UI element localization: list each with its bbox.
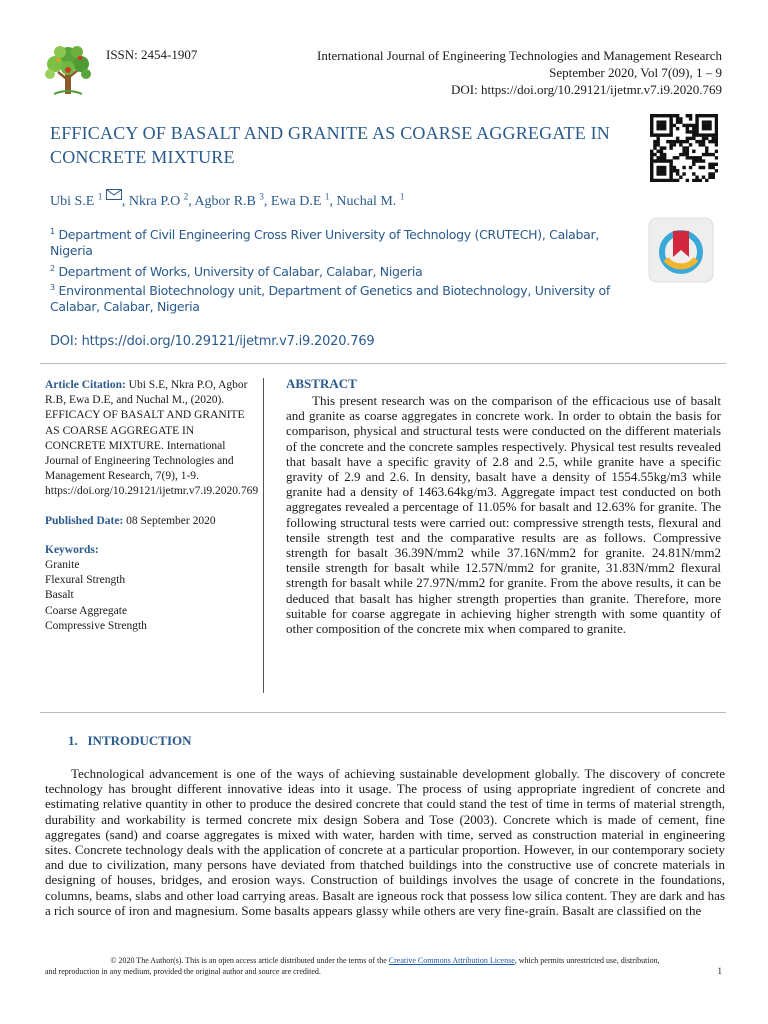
author-list: Ubi S.E $^1$ , Nkra P.O $^2$, Agbor R.B $^3$, Ewa D.E $^1$, Nuchal M. $^1$ (50, 189, 404, 210)
license-suffix: , which permits unrestricted use, distribution, (514, 956, 660, 965)
article-info-column (45, 378, 259, 634)
article-citation (45, 378, 259, 500)
keyword: Flexural Strength (45, 574, 126, 587)
journal-doi[interactable]: DOI: https://doi.org/10.29121/ijetmr.v7.i9.2020.769 (451, 82, 722, 97)
keyword: Coarse Aggregate (45, 604, 128, 617)
divider (40, 363, 726, 364)
doi-link[interactable]: DOI: https://doi.org/10.29121/ijetmr.v7.i9.2020.769 (50, 334, 375, 349)
introduction-body: Technological advancement is one of the ways of achieving sustainable development globally. The discovery of concrete technology has brought different innovative ideas into it usage. The process of using appropriate ingredient of concrete and estimating relative quantity in other to produce the desired concrete that could stand the test of time in terms of material strength, durability and workability is termed concrete mix design Sobera and Tose (2003). Concrete which is made of cement, fine aggregates (sand) and coarse aggregates is mixed with water, harden with time, served as construction material in engineering sites. Concrete technology deals with the application of concrete at a particular proportion. However, in our contemporary society and due to civilization, many persons have deviated from thatched buildings into the constructive use of concrete materials in designing of houses, bridges, and erosion ways. Construction of buildings involves the usage of concrete in the foundations, columns, beams, slabs and other load carrying areas. Basalt are igneous rock that possess low silica content. They are dark and has a rich source of iron and magnesium. Some basalts appears glassy while others are very fine-grain. Basalt are classified on the (45, 766, 725, 918)
keyword: Basalt (45, 589, 74, 602)
email-icon[interactable] (106, 189, 122, 200)
published-text: 08 September 2020 (126, 514, 216, 527)
license-footer (45, 955, 725, 977)
author-sup: 1 (97, 191, 103, 202)
affiliation-1: $^1$ Department of Civil Engineering Cross River University of Technology (CRUTECH), Calabar, Nigeria (50, 227, 600, 259)
author-name[interactable]: Nuchal M. (336, 194, 397, 209)
author-name[interactable]: Agbor R.B (194, 194, 256, 209)
affiliation-3: $^3$ Environmental Biotechnology unit, Department of Genetics and Biotechnology, University of Calabar, Calabar, Nigeria (50, 283, 610, 315)
author-sup: 1 (324, 191, 330, 202)
author-name[interactable]: Nkra P.O (128, 194, 181, 209)
paper-title-line2: CONCRETE MIXTURE (50, 147, 235, 167)
abstract-body: This present research was on the comparison of the efficacious use of basalt and granite as coarse aggregates in concrete work. In order to obtain the basis for comparison, physical and structural tests were conducted on the different materials of the concrete and the concrete samples respectively. Physical test results revealed that basalt have a specific gravity of 2.8 and 2.5, while granite have a specific gravity of 2.9 and 2.6. In density, basalt have a density of 1554.55kg/m3 while granite had a density of 1463.64kg/m3. Aggregate impact test conducted on both aggregates revealed a percentage of 11.05% for basalt and 12.63% for granite. The following structural tests were carried out: compressive strength tests, flexural and tensile strength test and the comparative results are as follows. Compressive strength for basalt 36.39N/mm2 while 37.16N/mm2 for granite. 24.81N/mm2 tensile strength for basalt while 12.57N/mm2 for granite, 31.83N/mm2 flexural strength for basalt while 27.97N/mm2 for granite. From the above results, it can be deduced that basalt has higher strength properties than granite. Therefore, more suitable for coarse aggregate in achieving higher strength with some quantity of other composition of the concrete mix when compared to granite. (286, 393, 721, 637)
divider (40, 712, 726, 713)
qr-code-icon[interactable] (650, 114, 718, 182)
author-sup: 2 (183, 191, 189, 202)
license-line2: and reproduction in any medium, provided the original author and source are credited. (45, 967, 321, 976)
license-link[interactable]: Creative Commons Attribution License (388, 956, 515, 965)
journal-issue: September 2020, Vol 7(09), 1 – 9 (549, 65, 722, 80)
issn: ISSN: 2454-1907 (106, 47, 198, 62)
keywords-label: Keywords: (45, 543, 99, 556)
paper-title (50, 121, 630, 169)
license-prefix: © 2020 The Author(s). This is an open access article distributed under the terms of the (110, 956, 389, 965)
citation-label: Article Citation: (45, 379, 126, 391)
keywords (45, 543, 250, 634)
affiliation-2: $^2$ Department of Works, University of Calabar, Calabar, Nigeria (50, 264, 423, 280)
journal-header (317, 47, 722, 98)
author-name[interactable]: Ubi S.E (50, 194, 95, 209)
author-name[interactable]: Ewa D.E (270, 194, 322, 209)
page-number: 1 (717, 966, 722, 976)
keyword: Compressive Strength (45, 619, 147, 632)
crossmark-icon[interactable] (648, 217, 714, 283)
introduction-heading: 1. INTRODUCTION (68, 733, 192, 748)
tree-logo-icon (40, 42, 96, 98)
author-sup: 3 (259, 191, 264, 202)
column-divider (263, 378, 264, 693)
keyword: Granite (45, 559, 80, 572)
citation-text: Ubi S.E, Nkra P.O, Agbor R.B, Ewa D.E, and Nuchal M., (2020). EFFICACY OF BASALT AND GRANITE AS COARSE AGGREGATE IN CONCRETE MIXTURE. International Journal of Engineering Technologies and Management Research, 7(9), 1-9. https://doi.org/10.29121/ijetmr.v7.i9.2020.769 (45, 379, 259, 498)
published-label: Published Date: (45, 514, 124, 527)
published-date (45, 514, 250, 529)
author-sup: 1 (399, 191, 405, 202)
paper-title-line1: EFFICACY OF BASALT AND GRANITE AS COARSE AGGREGATE IN (50, 123, 611, 143)
abstract-heading: ABSTRACT (286, 376, 357, 391)
journal-name: International Journal of Engineering Technologies and Management Research (317, 48, 722, 63)
